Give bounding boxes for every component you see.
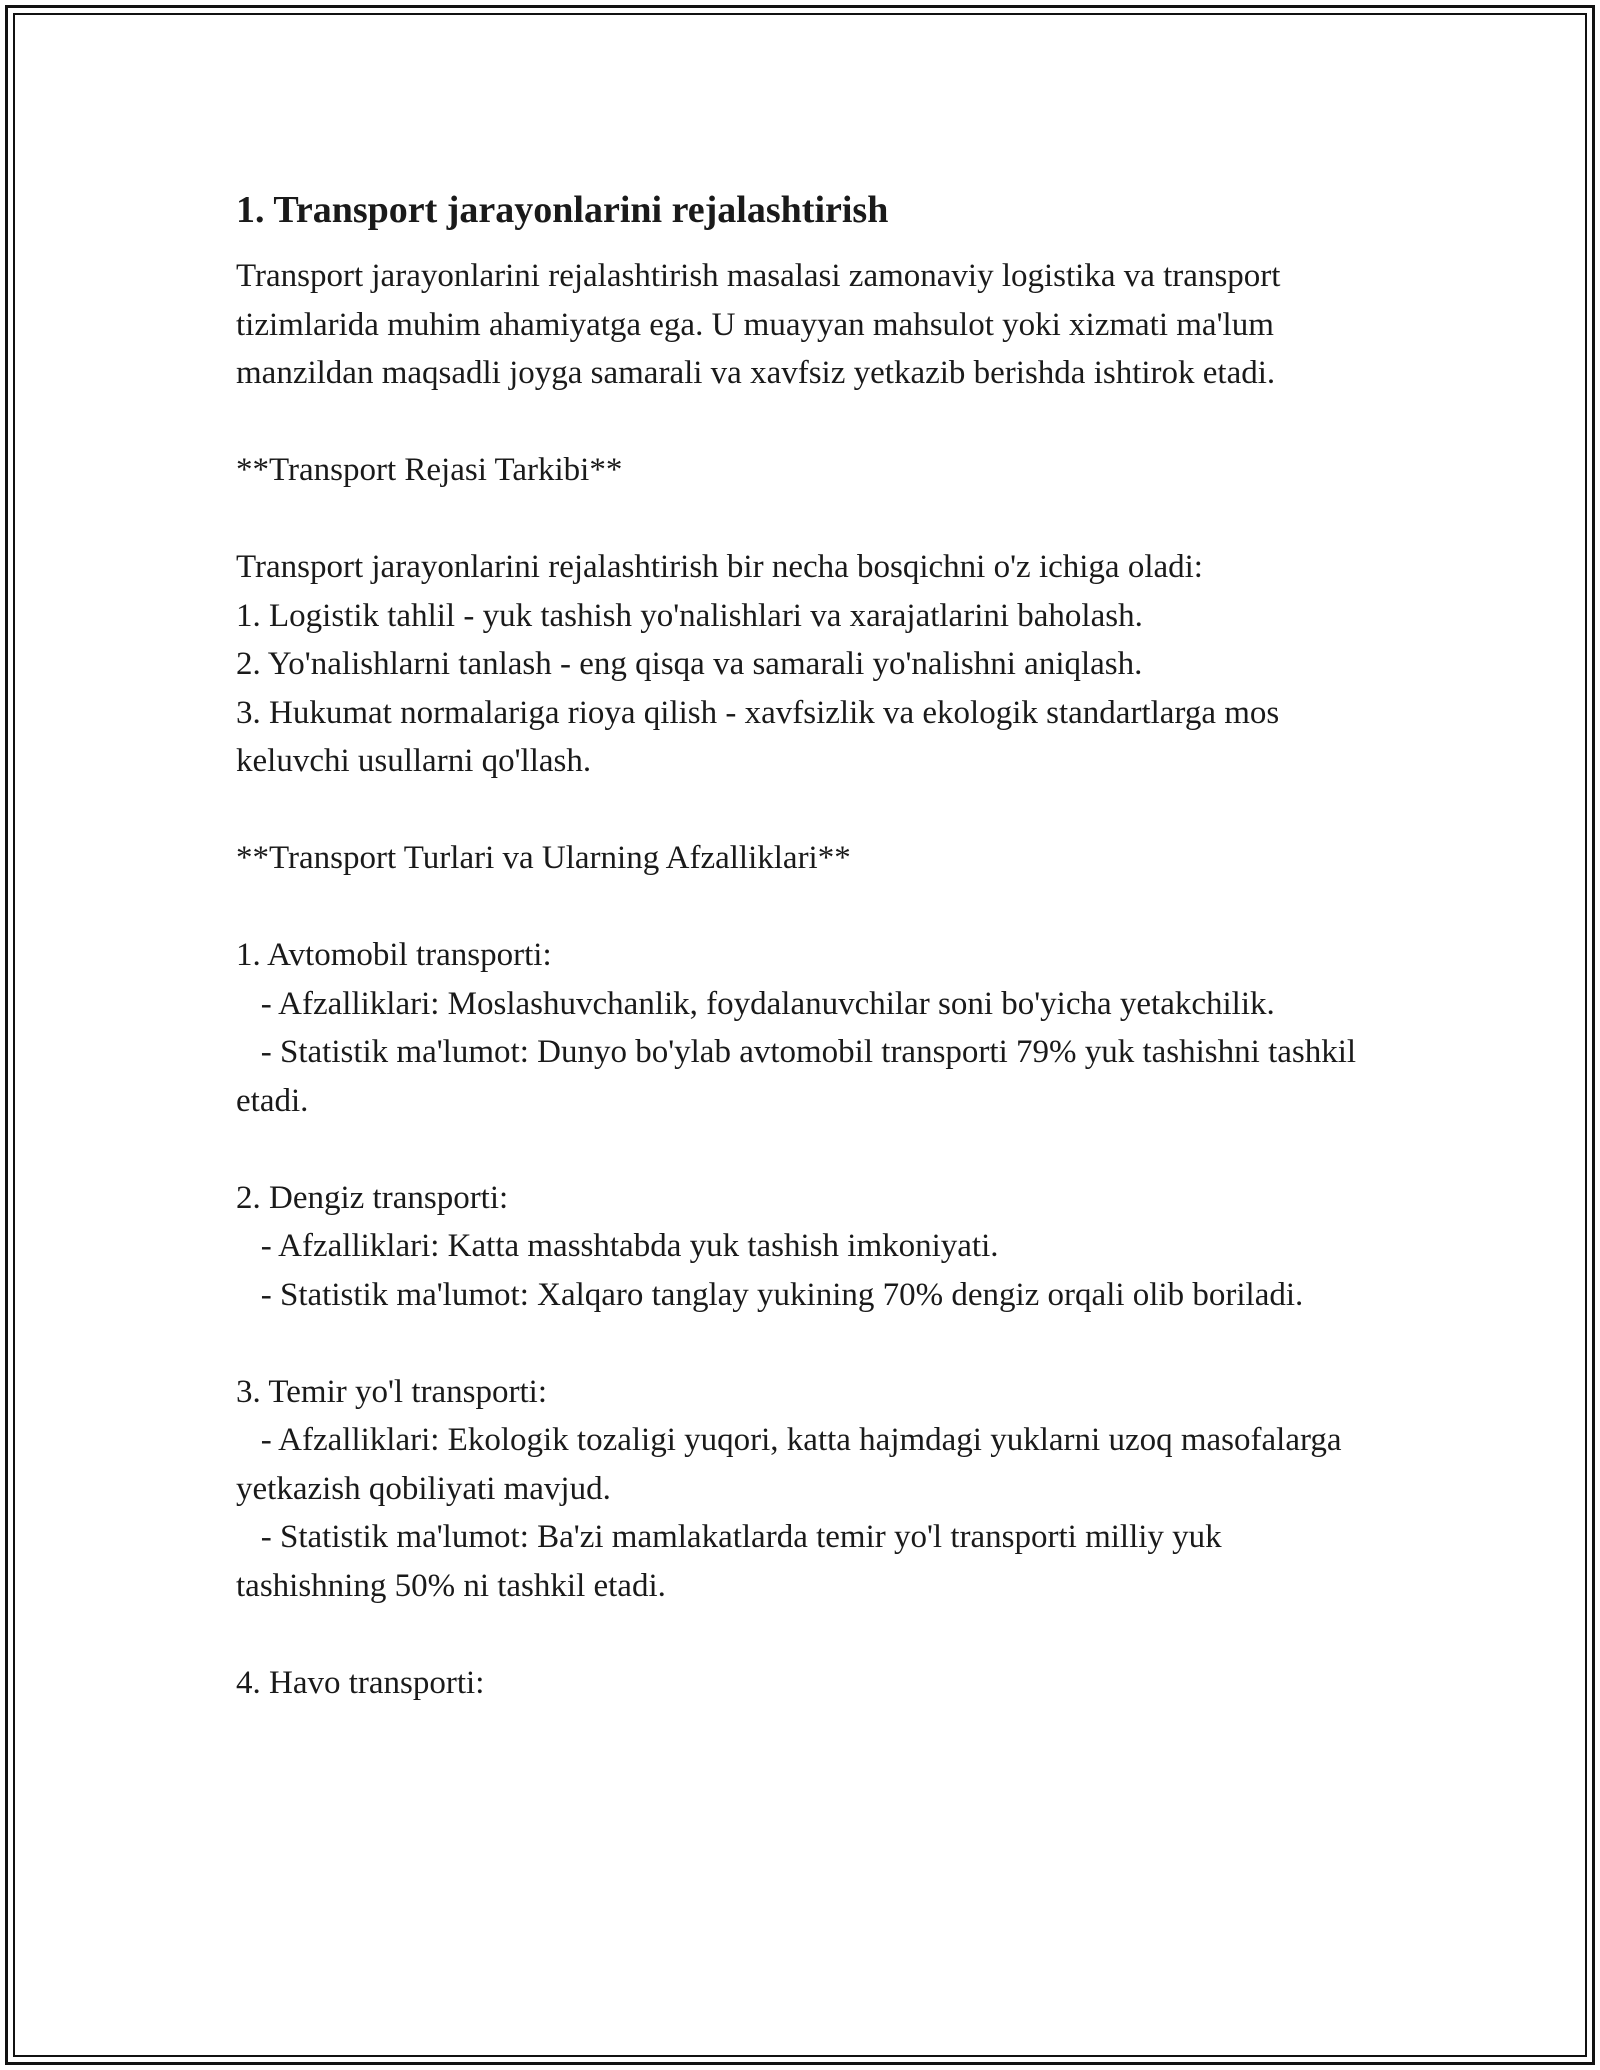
transport-type-statistic: - Statistik ma'lumot: Dunyo bo'ylab avtomobil transporti 79% yuk tashishni tashkil etadi. <box>236 1034 1365 1119</box>
intro-paragraph: Transport jarayonlarini rejalashtirish masalasi zamonaviy logistika va transport tizimlarida muhim ahamiyatga ega. U muayyan mahsulot yoki xizmati ma'lum manzildan maqsadli joyga samarali va xavfsiz yetkazib berishda ishtirok etadi. <box>236 258 1289 391</box>
section-heading-types: **Transport Turlari va Ularning Afzalliklari** <box>236 840 851 876</box>
transport-type-name: 3. Temir yo'l transporti: <box>236 1373 547 1410</box>
plan-step: 1. Logistik tahlil - yuk tashish yo'nalishlari va xarajatlarini baholash. <box>236 597 1143 634</box>
transport-type-statistic: - Statistik ma'lumot: Ba'zi mamlakatlarda temir yo'l transporti milliy yuk tashishning 50% ni tashkil etadi. <box>236 1519 1230 1604</box>
transport-type-name: 1. Avtomobil transporti: <box>236 937 552 973</box>
plan-intro: Transport jarayonlarini rejalashtirish bir necha bosqichni o'z ichiga oladi: <box>236 549 1203 585</box>
spacer <box>236 1125 1366 1174</box>
spacer <box>236 495 1366 544</box>
spacer <box>236 883 1366 932</box>
transport-type-name: 2. Dengiz transporti: <box>236 1179 509 1216</box>
spacer <box>236 398 1366 447</box>
spacer <box>236 1319 1366 1368</box>
spacer <box>236 786 1366 835</box>
plan-step: 3. Hukumat normalariga rioya qilish - xavfsizlik va ekologik standartlarga mos keluvchi usullarni qo'llash. <box>236 694 1288 779</box>
section-heading-plan: **Transport Rejasi Tarkibi** <box>236 452 623 488</box>
transport-type-statistic: - Statistik ma'lumot: Xalqaro tanglay yukining 70% dengiz orqali olib boriladi. <box>236 1276 1304 1313</box>
transport-type-name: 4. Havo transporti: <box>236 1664 485 1701</box>
plan-step: 2. Yo'nalishlarni tanlash - eng qisqa va samarali yo'nalishni aniqlash. <box>236 646 1143 682</box>
transport-type-advantages: - Afzalliklari: Moslashuvchanlik, foydalanuvchilar soni bo'yicha yetakchilik. <box>236 985 1275 1022</box>
document-title: 1. Transport jarayonlarini rejalashtirish <box>236 189 889 231</box>
document-body <box>236 186 1366 1707</box>
transport-type-advantages: - Afzalliklari: Ekologik tozaligi yuqori, katta hajmdagi yuklarni uzoq masofalarga yetkazish qobiliyati mavjud. <box>236 1422 1350 1507</box>
transport-type-advantages: - Afzalliklari: Katta masshtabda yuk tashish imkoniyati. <box>236 1228 999 1264</box>
spacer <box>236 1610 1366 1659</box>
